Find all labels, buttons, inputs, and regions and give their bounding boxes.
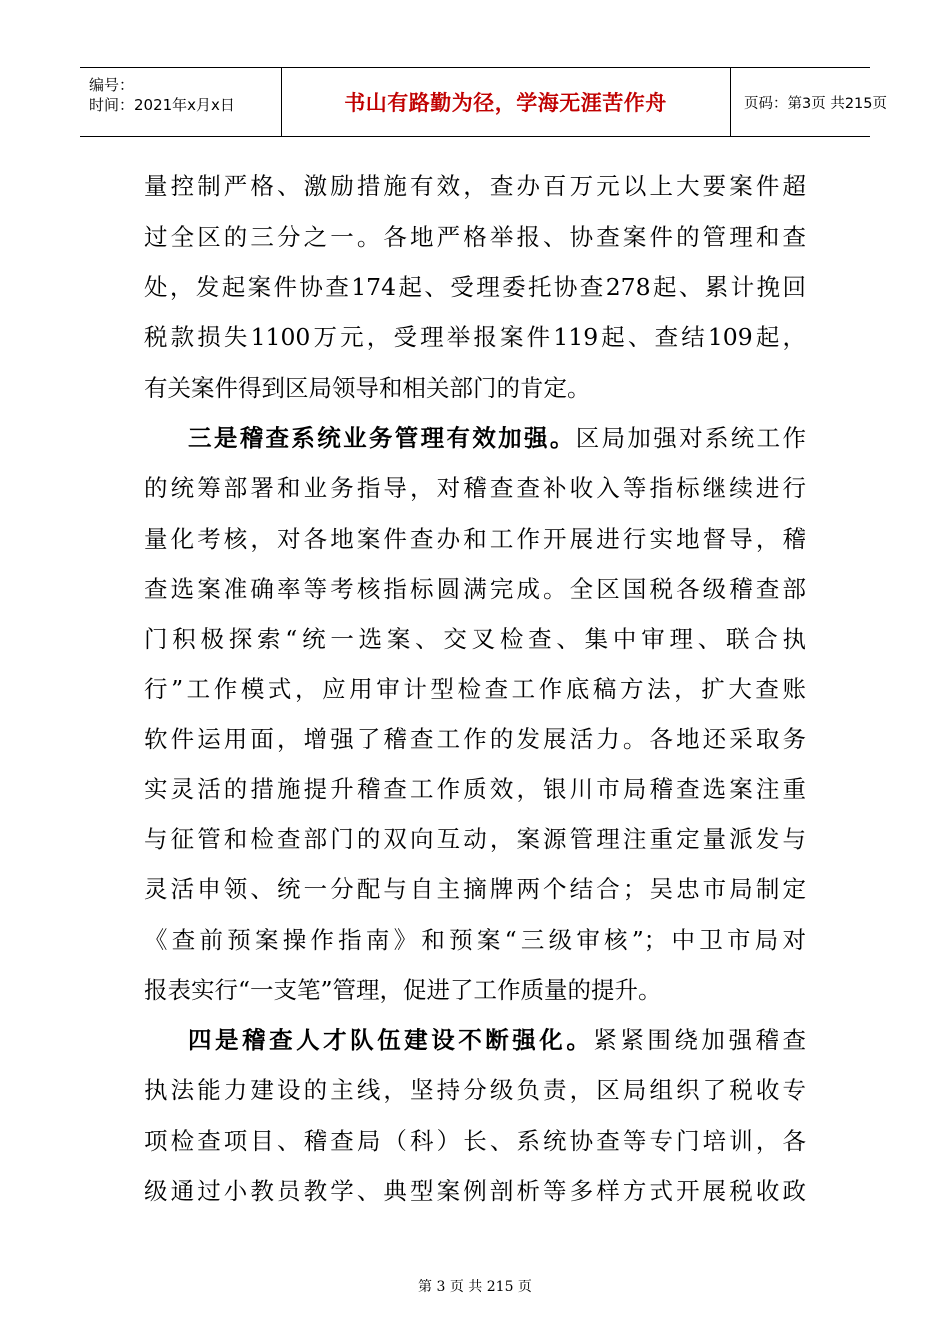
body-text: 的统筹部署和业务指导，对稽查查补收入等指标继续进行 xyxy=(144,474,806,502)
header-motto-cell xyxy=(281,68,731,136)
body-line xyxy=(188,1023,806,1057)
body-text: 有关案件得到区局领导和相关部门的肯定。 xyxy=(144,374,591,402)
header-page-cell xyxy=(730,68,888,136)
body-text: 处，发起案件协查174起、受理委托协查278起、累计挽回 xyxy=(144,273,806,301)
document-date-label: 时间：2021年x月x日 xyxy=(89,96,235,114)
body-line xyxy=(144,822,806,856)
body-line xyxy=(144,772,806,806)
body-line xyxy=(144,471,806,505)
body-line xyxy=(144,622,806,656)
body-text: 税款损失1100万元，受理举报案件119起、查结109起， xyxy=(144,323,806,351)
body-text: 门积极探索“统一选案、交叉检查、集中审理、联合执 xyxy=(144,625,806,653)
body-text: 量化考核，对各地案件查办和工作开展进行实地督导，稽 xyxy=(144,525,806,553)
body-line xyxy=(188,421,806,455)
body-text: 量控制严格、激励措施有效，查办百万元以上大要案件超 xyxy=(144,172,806,200)
document-number-label: 编号： xyxy=(89,76,135,94)
body-text: 区局加强对系统工作 xyxy=(575,424,807,452)
page-footer: 第 3 页 共 215 页 xyxy=(418,1279,532,1295)
body-text: 报表实行“一支笔”管理，促进了工作质量的提升。 xyxy=(144,976,662,1004)
body-text: 灵活申领、统一分配与自主摘牌两个结合；吴忠市局制定 xyxy=(144,875,806,903)
body-line xyxy=(144,572,806,606)
header-page-info: 页码：第3页 共215页 xyxy=(744,95,888,112)
body-text: 级通过小教员教学、典型案例剖析等多样方式开展税收政 xyxy=(144,1177,806,1205)
body-line xyxy=(144,973,806,1007)
body-text: 《查前预案操作指南》和预案“三级审核”；中卫市局对 xyxy=(144,926,806,954)
section-heading: 四是稽查人才队伍建设不断强化。 xyxy=(188,1026,594,1054)
body-line xyxy=(144,672,806,706)
header-motto: 书山有路勤为径，学海无涯苦作舟 xyxy=(344,91,667,115)
body-line xyxy=(144,923,806,957)
body-line xyxy=(144,872,806,906)
document-header xyxy=(80,67,888,137)
body-line xyxy=(144,371,806,405)
body-line xyxy=(144,522,806,556)
body-line xyxy=(144,1124,806,1158)
body-line xyxy=(144,722,806,756)
body-text: 行”工作模式，应用审计型检查工作底稿方法，扩大查账 xyxy=(144,675,806,703)
body-text: 执法能力建设的主线，坚持分级负责，区局组织了税收专 xyxy=(144,1076,806,1104)
body-text: 过全区的三分之一。各地严格举报、协查案件的管理和查 xyxy=(144,223,806,251)
body-text: 实灵活的措施提升稽查工作质效，银川市局稽查选案注重 xyxy=(144,775,806,803)
body-line xyxy=(144,1073,806,1107)
body-line xyxy=(144,220,806,254)
body-text: 项检查项目、稽查局（科）长、系统协查等专门培训，各 xyxy=(144,1127,806,1155)
body-line xyxy=(144,320,806,354)
body-line xyxy=(144,270,806,304)
body-line xyxy=(144,169,806,203)
body-text: 查选案准确率等考核指标圆满完成。全区国税各级稽查部 xyxy=(144,575,806,603)
body-line xyxy=(144,1174,806,1208)
body-text: 软件运用面，增强了稽查工作的发展活力。各地还采取务 xyxy=(144,725,806,753)
body-text: 与征管和检查部门的双向互动，案源管理注重定量派发与 xyxy=(144,825,806,853)
header-meta-cell xyxy=(80,68,282,136)
section-heading: 三是稽查系统业务管理有效加强。 xyxy=(188,424,576,452)
body-text: 紧紧围绕加强稽查 xyxy=(593,1026,807,1054)
